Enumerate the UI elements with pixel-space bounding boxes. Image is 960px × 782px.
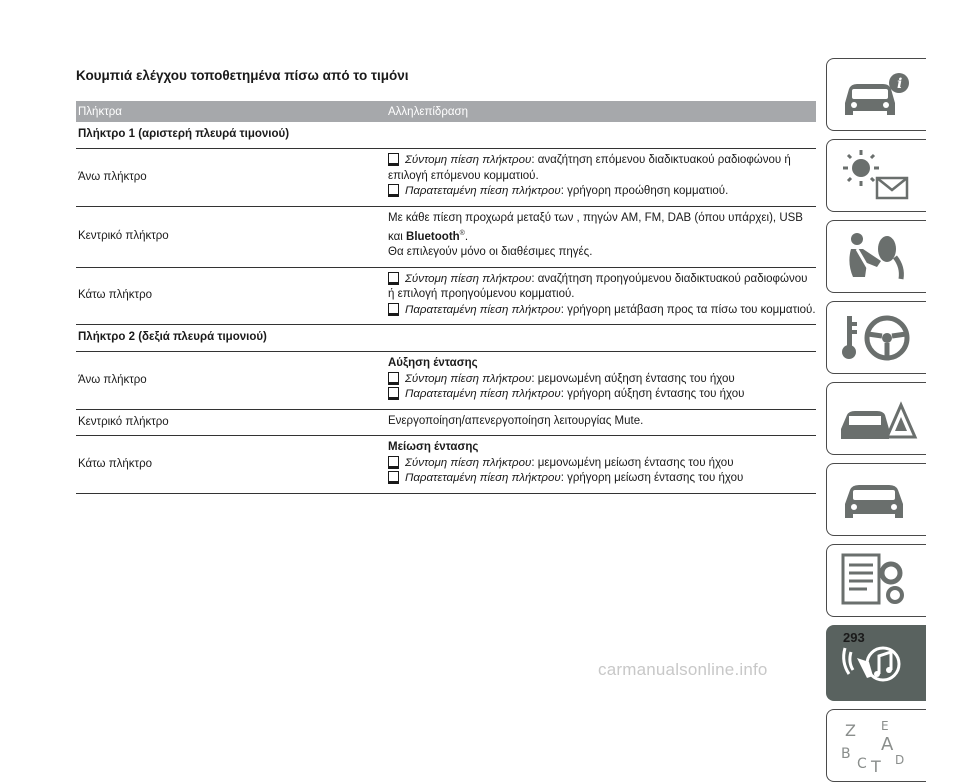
bullet-icon — [388, 303, 399, 314]
svg-text:Z: Z — [845, 721, 856, 740]
header-interaction: Αλληλεπίδραση — [388, 105, 469, 118]
index-icon — [837, 716, 919, 776]
bullet-icon — [388, 372, 399, 383]
svg-text:E: E — [881, 719, 889, 733]
row-interaction — [388, 207, 816, 267]
tab-index[interactable] — [826, 709, 926, 782]
table-row — [76, 410, 816, 437]
tab-technical-data[interactable] — [826, 544, 926, 617]
long-press-label: Παρατεταμένη πίεση πλήκτρου — [405, 388, 561, 401]
tab-car-info[interactable] — [826, 58, 926, 131]
row-interaction — [388, 436, 816, 493]
watermark: carmanualsonline.info — [598, 660, 768, 679]
warning-lights-icon — [837, 146, 919, 206]
bullet-icon — [388, 387, 399, 398]
table-header — [76, 101, 816, 122]
page-number: 293 — [843, 630, 865, 645]
short-press-label: Σύντομη πίεση πλήκτρου — [405, 372, 532, 385]
row-key: Κεντρικό πλήκτρο — [78, 229, 169, 242]
car-info-icon — [837, 65, 919, 125]
section-key-2: Πλήκτρο 2 (δεξιά πλευρά τιμονιού) — [76, 325, 816, 352]
controls-table — [76, 101, 816, 494]
section-key-1: Πλήκτρο 1 (αριστερή πλευρά τιμονιού) — [76, 122, 816, 149]
long-press-text: : γρήγορη προώθηση κομματιού. — [560, 185, 729, 197]
technical-data-icon — [837, 551, 919, 611]
row-heading: Αύξηση έντασης — [388, 357, 478, 370]
page-title: Κουμπιά ελέγχου τοποθετημένα πίσω από το τιμόνι — [76, 68, 409, 83]
svg-text:i: i — [897, 76, 903, 92]
bluetooth-text: Bluetooth — [406, 230, 460, 243]
table-row — [76, 352, 816, 410]
short-press-label: Σύντομη πίεση πλήκτρου — [405, 456, 532, 469]
short-press-label: Σύντομη πίεση πλήκτρου — [405, 154, 532, 166]
table-row — [76, 149, 816, 207]
long-press-label: Παρατεταμένη πίεση πλήκτρου — [405, 185, 561, 197]
row-heading: Μείωση έντασης — [388, 441, 479, 454]
header-keys: Πλήκτρα — [78, 105, 122, 118]
tab-emergency[interactable] — [826, 382, 926, 455]
row-key: Άνω πλήκτρο — [78, 373, 147, 386]
row-interaction — [388, 268, 816, 325]
row-interaction — [388, 352, 816, 409]
tab-maintenance[interactable] — [826, 463, 926, 536]
long-press-text: : γρήγορη μείωση έντασης του ήχου — [560, 472, 744, 485]
row-key: Κάτω πλήκτρο — [78, 457, 153, 470]
long-press-text: : γρήγορη αύξηση έντασης του ήχου — [560, 388, 745, 401]
table-row — [76, 207, 816, 268]
svg-text:A: A — [881, 734, 894, 755]
row-text: Με κάθε πίεση προχωρά μεταξύ των , πηγών AM, FM, DAB (όπου υπάρχει), USB και — [388, 211, 803, 243]
tab-multimedia[interactable] — [826, 625, 926, 701]
row-text-2: Θα επιλεγούν μόνο οι διαθέσιμες πηγές. — [388, 246, 593, 259]
tab-starting-driving[interactable] — [826, 301, 926, 374]
registered-mark: ® — [459, 230, 465, 237]
emergency-icon — [837, 389, 919, 449]
safety-airbag-icon — [837, 227, 919, 287]
short-press-label: Σύντομη πίεση πλήκτρου — [405, 272, 532, 285]
long-press-label: Παρατεταμένη πίεση πλήκτρου — [405, 303, 561, 316]
tab-warning-lights[interactable] — [826, 139, 926, 212]
row-interaction: Ενεργοποίηση/απενεργοποίηση λειτουργίας Mute. — [388, 414, 644, 427]
svg-text:D: D — [895, 753, 905, 767]
bullet-icon — [388, 272, 399, 283]
short-press-text: : αναζήτηση προηγούμενου διαδικτυακού ραδιοφώνου ή επιλογή προηγούμενου κομματιού. — [388, 272, 808, 301]
short-press-text: : αναζήτηση επόμενου διαδικτυακού ραδιοφώνου ή επιλογή επόμενου κομματιού. — [388, 154, 791, 182]
short-press-text: : μεμονωμένη αύξηση έντασης του ήχου — [531, 372, 735, 385]
bullet-icon — [388, 456, 399, 467]
long-press-text: : γρήγορη μετάβαση προς τα πίσω του κομματιού. — [560, 303, 816, 316]
starting-driving-icon — [837, 308, 919, 368]
bullet-icon — [388, 184, 399, 195]
bullet-icon — [388, 153, 399, 164]
row-interaction — [388, 149, 816, 206]
table-row — [76, 268, 816, 326]
long-press-label: Παρατεταμένη πίεση πλήκτρου — [405, 472, 561, 485]
svg-text:B: B — [841, 746, 851, 762]
table-row — [76, 436, 816, 494]
short-press-text: : μεμονωμένη μείωση έντασης του ήχου — [531, 456, 734, 469]
maintenance-icon — [837, 470, 919, 530]
bullet-icon — [388, 471, 399, 482]
svg-text:C: C — [857, 756, 867, 772]
svg-text:T: T — [871, 757, 881, 776]
row-key: Κεντρικό πλήκτρο — [78, 415, 169, 428]
tab-safety[interactable] — [826, 220, 926, 293]
row-text-end: . — [464, 230, 469, 243]
row-key: Άνω πλήκτρο — [78, 170, 147, 183]
row-key: Κάτω πλήκτρο — [78, 289, 153, 302]
